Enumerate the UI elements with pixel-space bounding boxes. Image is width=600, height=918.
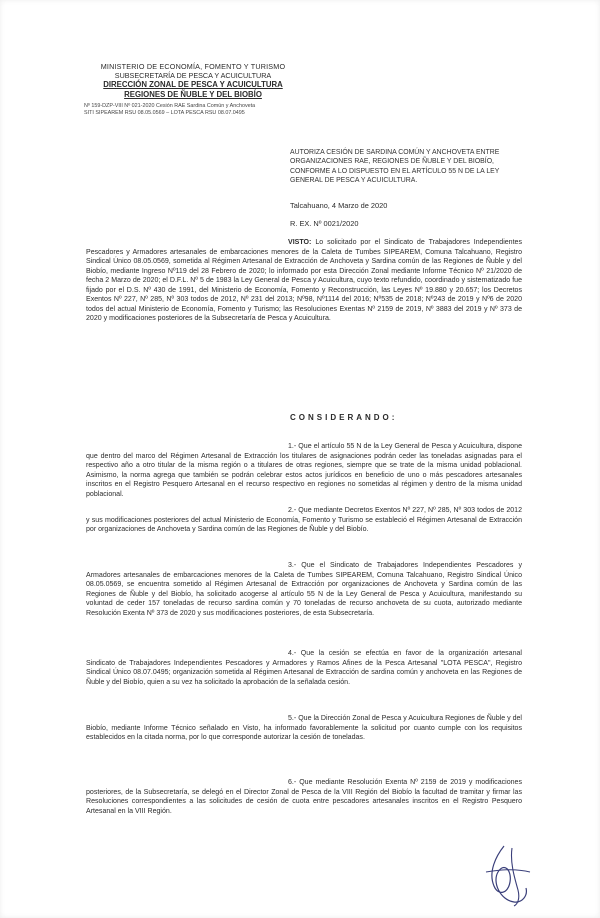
- considerando-3: 3.- Que el Sindicato de Trabajadores Independientes Pescadores y Armadores artesanales de embarcaciones menores de la Caleta de Tumbes SIPEAREM, Comuna Talcahuano, Registro Sindical Único 08.05.0569, se encuentra sometido al Régimen Artesanal de Extracción por organizaciones de Anchoveta y Sardina común de las Regiones de Ñuble y del Biobío, ha solicitado acogerse al artículo 55 N de la Ley General de Pesca y Acuicultura, manifestando su voluntad de ceder 157 toneladas de recurso sardina común y 70 toneladas de recurso anchoveta de su cuota, autorizado mediante Resolución Exenta Nº 373 de 2020 y sus modificaciones posteriores, de esta Subsecretaría.: [86, 562, 522, 617]
- directorate-name: DIRECCIÓN ZONAL DE PESCA Y ACUICULTURA: [103, 80, 283, 89]
- undersecretariat-name: SUBSECRETARÍA DE PESCA Y ACUICULTURA: [114, 71, 272, 80]
- visto-text: Lo solicitado por el Sindicato de Trabajadores Independientes Pescadores y Armadores artesanales de embarcaciones menores de la Caleta de Tumbes SIPEAREM, Comuna Talcahuano, Registro Sindical Único 08.05.0569, sometida al Régimen Artesanal de Extracción de Anchoveta y Sardina común de las Regiones de Ñuble y del Biobío, mediante Ingreso Nº119 del 28 Febrero de 2020; lo informado por esta Dirección Zonal mediante Informe Técnico Nº 21/2020 de fecha 2 Marzo de 2020; el D.F.L. Nº 5 de 1983 la Ley General de Pesca y Acuicultura, cuyo texto refundido, coordinado y sistematizado fue fijado por el D.S. Nº 430 de 1991, del Ministerio de Economía, Fomento y Reconstrucción, las Leyes Nº 19.880 y 20.657; los Decretos Exentos Nº 227, Nº 285, Nº 303 todos de 2012, Nº 231 del 2013; Nº98, Nº1114 del 2016; Nº535 de 2018; Nº243 de 2019 y Nº6 de 2020 todos del actual Ministerio de Economía, Fomento y Turismo; las Resoluciones Exentas Nº 2159 de 2019, Nº 3883 del 2019 y Nº 373 de 2020 y modificaciones posteriores de la Subsecretaría de Pesca y Acuicultura.: [86, 239, 522, 323]
- visto-label: VISTO:: [288, 239, 312, 246]
- reference-line-1: Nº 159-DZP-VIII Nº 021-2020 Cesión RAE Sardina Común y Anchoveta: [84, 103, 256, 109]
- regions-name: REGIONES DE ÑUBLE Y DEL BIOBÍO: [124, 90, 262, 99]
- considerando-5: 5.- Que la Dirección Zonal de Pesca y Acuicultura Regiones de Ñuble y del Biobío, mediante Informe Técnico señalado en Visto, ha informado favorablemente la solicitud por cuanto cumple con los requisitos establecidos en la citada norma, por lo que corresponde autorizar la cesión de toneladas.: [86, 715, 522, 742]
- considerando-heading: CONSIDERANDO:: [290, 413, 398, 422]
- resolution-number: R. EX. Nº 0021/2020: [290, 219, 359, 228]
- place-date: Talcahuano, 4 Marzo de 2020: [290, 201, 388, 210]
- letterhead: [68, 62, 318, 100]
- considerando-2: 2.- Que mediante Decretos Exentos Nº 227, Nº 285, Nº 303 todos de 2012 y sus modificaciones posteriores del actual Ministerio de Economía, Fomento y Turismo se estableció el Régimen Artesanal de Extracción por organizaciones de Anchoveta y Sardina común de las Regiones de Ñuble y del Biobío.: [86, 507, 522, 534]
- considerando-4: 4.- Que la cesión se efectúa en favor de la organización artesanal Sindicato de Trabajadores Independientes Pescadores y Armadores y Ramos Afines de la Pesca Artesanal "LOTA PESCA", Registro Sindical Único 08.07.0495; organización sometida al Régimen Artesanal de Extracción de sardina común y anchoveta en las Regiones de Ñuble y del Biobío, quien a su vez ha solicitado la aprobación de la señalada cesión.: [86, 650, 522, 686]
- visto-paragraph: [86, 238, 522, 324]
- ministry-name: MINISTERIO DE ECONOMÍA, FOMENTO Y TURISMO: [100, 62, 286, 71]
- reference-line-2: SITI SIPEAREM RSU 08.05.0569 – LOTA PESCA RSU 08.07.0495: [84, 110, 245, 116]
- reference-block: [84, 103, 314, 117]
- resolution-subject: AUTORIZA CESIÓN DE SARDINA COMÚN Y ANCHOVETA ENTRE ORGANIZACIONES RAE, REGIONES DE ÑUBLE Y DEL BIOBÍO, CONFORME A LO DISPUESTO EN EL ARTÍCULO 55 N DE LA LEY GENERAL DE PESCA Y ACUICULTURA.: [290, 149, 500, 184]
- considerando-1: 1.- Que el artículo 55 N de la Ley General de Pesca y Acuicultura, dispone que dentro del marco del Régimen Artesanal de Extracción los titulares de asignaciones podrán ceder las toneladas asignadas para el respectivo año a otro titular de la misma región o a titulares de otras regiones, siempre que se trate de la misma unidad poblacional. Asimismo, la norma agrega que también se podrán celebrar estos actos jurídicos en beneficio de uno o más pescadores artesanales inscritos en el Registro Pesquero Artesanal en el recurso respectivo en regiones no sometidas al régimen y dentro de la misma unidad poblacional.: [86, 443, 522, 498]
- handwritten-signature: [474, 842, 536, 908]
- considerando-6: 6.- Que mediante Resolución Exenta Nº 2159 de 2019 y modificaciones posteriores, de la Subsecretaría, se delegó en el Director Zonal de Pesca de la VIII Región del Biobío la facultad de tramitar y firmar las Resoluciones correspondientes a las solicitudes de cesión de cuota entre pescadores artesanales inscritos en el Registro Pesquero Artesanal en la VIII Región.: [86, 779, 522, 815]
